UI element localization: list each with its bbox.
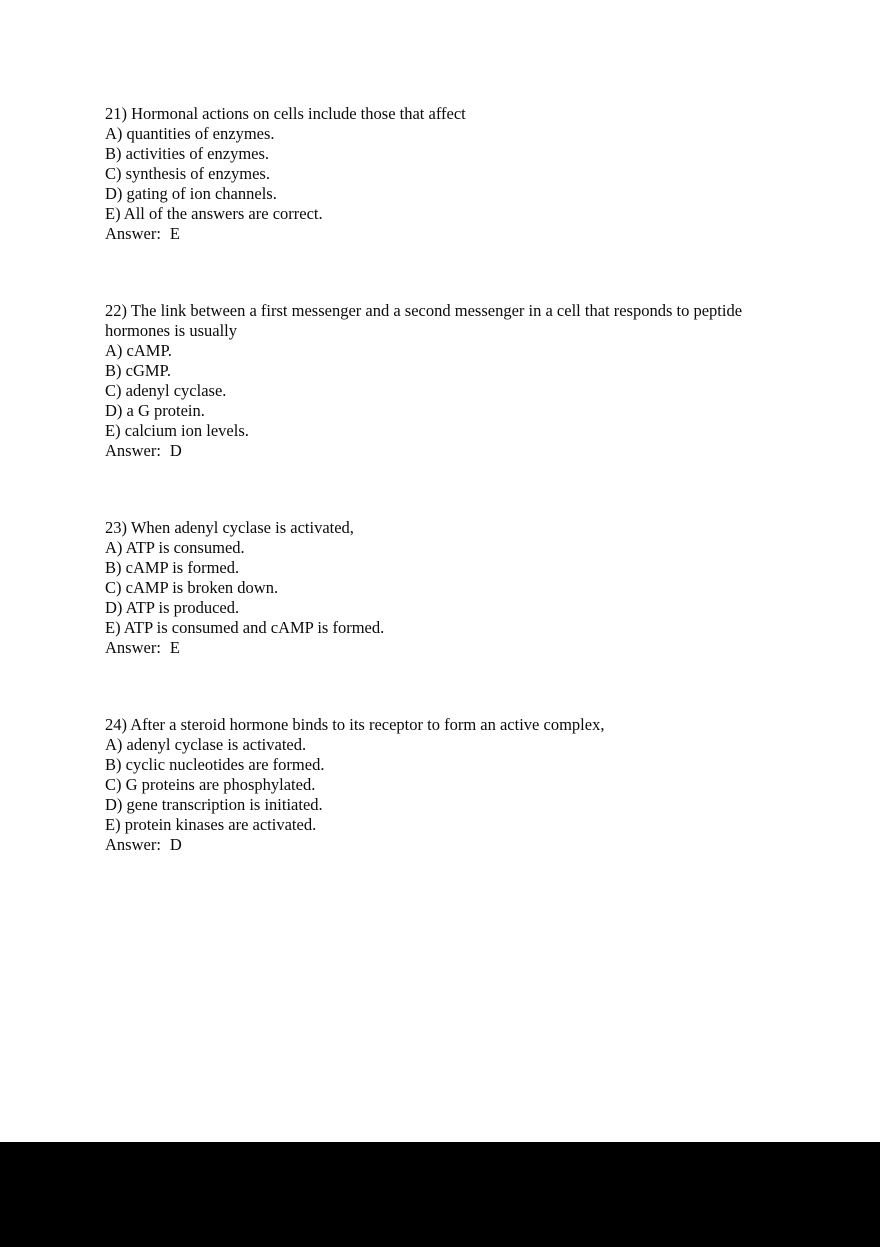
answer-line [105, 638, 850, 658]
answer-label: Answer: [105, 441, 161, 460]
answer-label: Answer: [105, 224, 161, 243]
question-prompt-continued: hormones is usually [105, 321, 237, 340]
answer-option-b: B) cyclic nucleotides are formed. [105, 755, 325, 774]
answer-option-c: C) G proteins are phosphylated. [105, 775, 316, 794]
question-prompt: 21) Hormonal actions on cells include those that affect [105, 104, 466, 123]
question-block-22 [105, 301, 850, 461]
answer-option-e: E) All of the answers are correct. [105, 204, 323, 223]
answer-line [105, 224, 850, 244]
answer-value: D [169, 835, 182, 854]
answer-option-c: C) adenyl cyclase. [105, 381, 227, 400]
answer-option-e: E) calcium ion levels. [105, 421, 249, 440]
question-block-24 [105, 715, 850, 855]
answer-label: Answer: [105, 835, 161, 854]
question-prompt: 24) After a steroid hormone binds to its receptor to form an active complex, [105, 715, 605, 734]
answer-option-a: A) quantities of enzymes. [105, 124, 275, 143]
question-block-23 [105, 518, 850, 658]
answer-option-a: A) cAMP. [105, 341, 172, 360]
answer-value: D [169, 441, 182, 460]
question-block-21 [105, 104, 850, 244]
answer-option-d: D) gene transcription is initiated. [105, 795, 323, 814]
answer-value: E [169, 638, 180, 657]
answer-option-a: A) ATP is consumed. [105, 538, 245, 557]
question-prompt: 22) The link between a first messenger and a second messenger in a cell that responds to peptide [105, 301, 743, 320]
answer-option-a: A) adenyl cyclase is activated. [105, 735, 307, 754]
answer-line [105, 835, 850, 855]
answer-option-c: C) cAMP is broken down. [105, 578, 279, 597]
quiz-questions [105, 104, 850, 912]
answer-value: E [169, 224, 180, 243]
answer-option-c: C) synthesis of enzymes. [105, 164, 270, 183]
answer-option-d: D) gating of ion channels. [105, 184, 277, 203]
scan-edge-black-bar [0, 1142, 880, 1247]
answer-option-e: E) protein kinases are activated. [105, 815, 317, 834]
answer-option-e: E) ATP is consumed and cAMP is formed. [105, 618, 385, 637]
answer-option-b: B) cGMP. [105, 361, 172, 380]
answer-option-b: B) activities of enzymes. [105, 144, 270, 163]
question-prompt: 23) When adenyl cyclase is activated, [105, 518, 354, 537]
answer-option-d: D) ATP is produced. [105, 598, 240, 617]
answer-option-d: D) a G protein. [105, 401, 205, 420]
answer-option-b: B) cAMP is formed. [105, 558, 240, 577]
answer-line [105, 441, 850, 461]
answer-label: Answer: [105, 638, 161, 657]
